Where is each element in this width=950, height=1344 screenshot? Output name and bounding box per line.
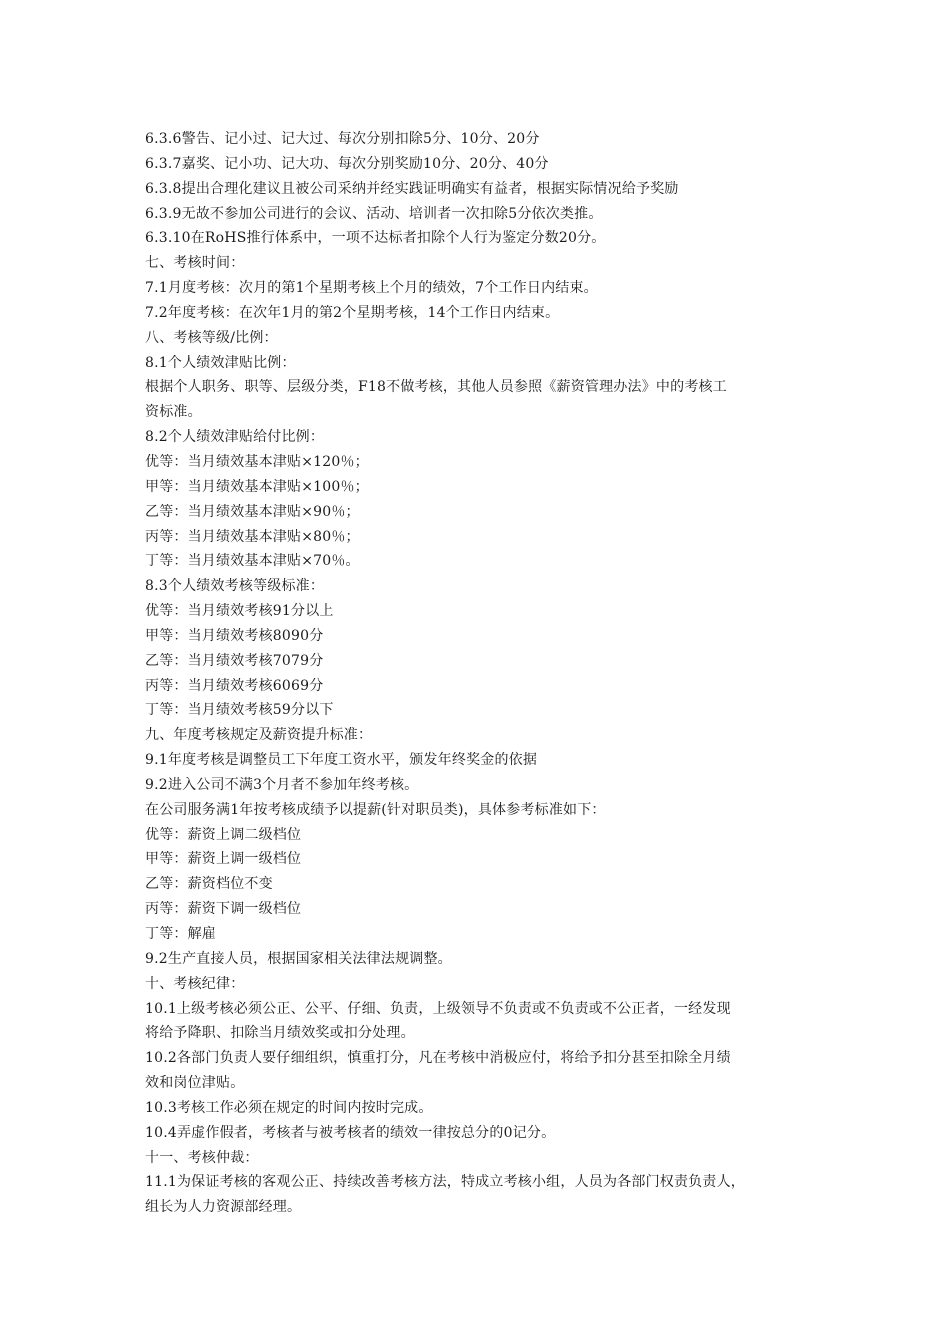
text-line: 优等：当月绩效基本津贴×120％；	[145, 453, 369, 470]
text-line: 7.2年度考核：在次年1月的第2个星期考核，14个工作日内结束。	[145, 304, 560, 321]
text-line: 7.1月度考核：次月的第1个星期考核上个月的绩效，7个工作日内结束。	[145, 280, 598, 297]
text-line: 9.1年度考核是调整员工下年度工资水平，颁发年终奖金的依据	[145, 752, 538, 769]
document-body	[145, 127, 810, 1220]
text-line: 在公司服务满1年按考核成绩予以提薪(针对职员类)，具体参考标准如下：	[145, 801, 606, 818]
text-line: 九、年度考核规定及薪资提升标准：	[145, 727, 373, 744]
text-line: 根据个人职务、职等、层级分类，F18不做考核，其他人员参照《薪资管理办法》中的考核工	[145, 379, 727, 396]
text-line: 乙等：当月绩效基本津贴×90％；	[145, 503, 360, 520]
text-line: 甲等：当月绩效考核8090分	[145, 627, 324, 644]
text-line: 优等：薪资上调二级档位	[145, 826, 302, 843]
text-line: 8.1个人绩效津贴比例：	[145, 354, 296, 371]
text-line: 七、考核时间：	[145, 255, 245, 272]
text-line: 6.3.6警告、记小过、记大过、每次分别扣除5分、10分、20分	[145, 131, 540, 147]
text-line: 将给予降职、扣除当月绩效奖或扣分处理。	[145, 1025, 415, 1042]
text-line: 6.3.9无故不参加公司进行的会议、活动、培训者一次扣除5分依次类推。	[145, 205, 603, 222]
text-line: 丁等：当月绩效基本津贴×70％。	[145, 553, 360, 570]
text-line: 10.2各部门负责人要仔细组织，慎重打分，凡在考核中消极应付，将给予扣分甚至扣除全月绩	[145, 1050, 731, 1067]
text-line: 8.3个人绩效考核等级标准：	[145, 578, 325, 595]
text-line: 丙等：当月绩效基本津贴×80％；	[145, 528, 360, 545]
text-line: 9.2进入公司不满3个月者不参加年终考核。	[145, 776, 419, 793]
text-line: 9.2生产直接人员，根据国家相关法律法规调整。	[145, 950, 452, 967]
text-line: 10.4弄虚作假者，考核者与被考核者的绩效一律按总分的0记分。	[145, 1124, 556, 1141]
text-line: 10.3考核工作必须在规定的时间内按时完成。	[145, 1099, 433, 1116]
text-line: 十、考核纪律：	[145, 975, 245, 992]
text-line: 丙等：当月绩效考核6069分	[145, 677, 324, 694]
text-line: 10.1上级考核必须公正、公平、仔细、负责，上级领导不负责或不负责或不公正者，一经发现	[145, 1000, 731, 1017]
text-line: 资标准。	[145, 404, 202, 421]
text-line: 丁等：解雇	[145, 926, 216, 942]
text-line: 8.2个人绩效津贴给付比例：	[145, 429, 325, 446]
text-line: 6.3.8提出合理化建议且被公司采纳并经实践证明确实有益者，根据实际情况给予奖励	[145, 180, 679, 197]
text-line: 乙等：薪资档位不变	[145, 876, 273, 893]
text-line: 优等：当月绩效考核91分以上	[145, 603, 334, 620]
text-line: 八、考核等级/比例：	[145, 329, 278, 346]
text-line: 丙等：薪资下调一级档位	[145, 901, 302, 918]
text-line: 效和岗位津贴。	[145, 1075, 245, 1092]
text-line: 甲等：薪资上调一级档位	[145, 851, 302, 868]
text-line: 6.3.7嘉奖、记小功、记大功、每次分别奖励10分、20分、40分	[145, 155, 549, 172]
text-line: 11.1为保证考核的客观公正、持续改善考核方法，特成立考核小组，人员为各部门权责负责人，	[145, 1174, 745, 1191]
text-line: 6.3.10在RoHS推行体系中，一项不达标者扣除个人行为鉴定分数20分。	[145, 230, 606, 247]
text-line: 甲等：当月绩效基本津贴×100％；	[145, 478, 369, 495]
text-line: 乙等：当月绩效考核7079分	[145, 652, 324, 669]
text-line: 丁等：当月绩效考核59分以下	[145, 702, 334, 719]
text-line: 组长为人力资源部经理。	[145, 1199, 302, 1216]
text-line: 十一、考核仲裁：	[145, 1149, 259, 1166]
